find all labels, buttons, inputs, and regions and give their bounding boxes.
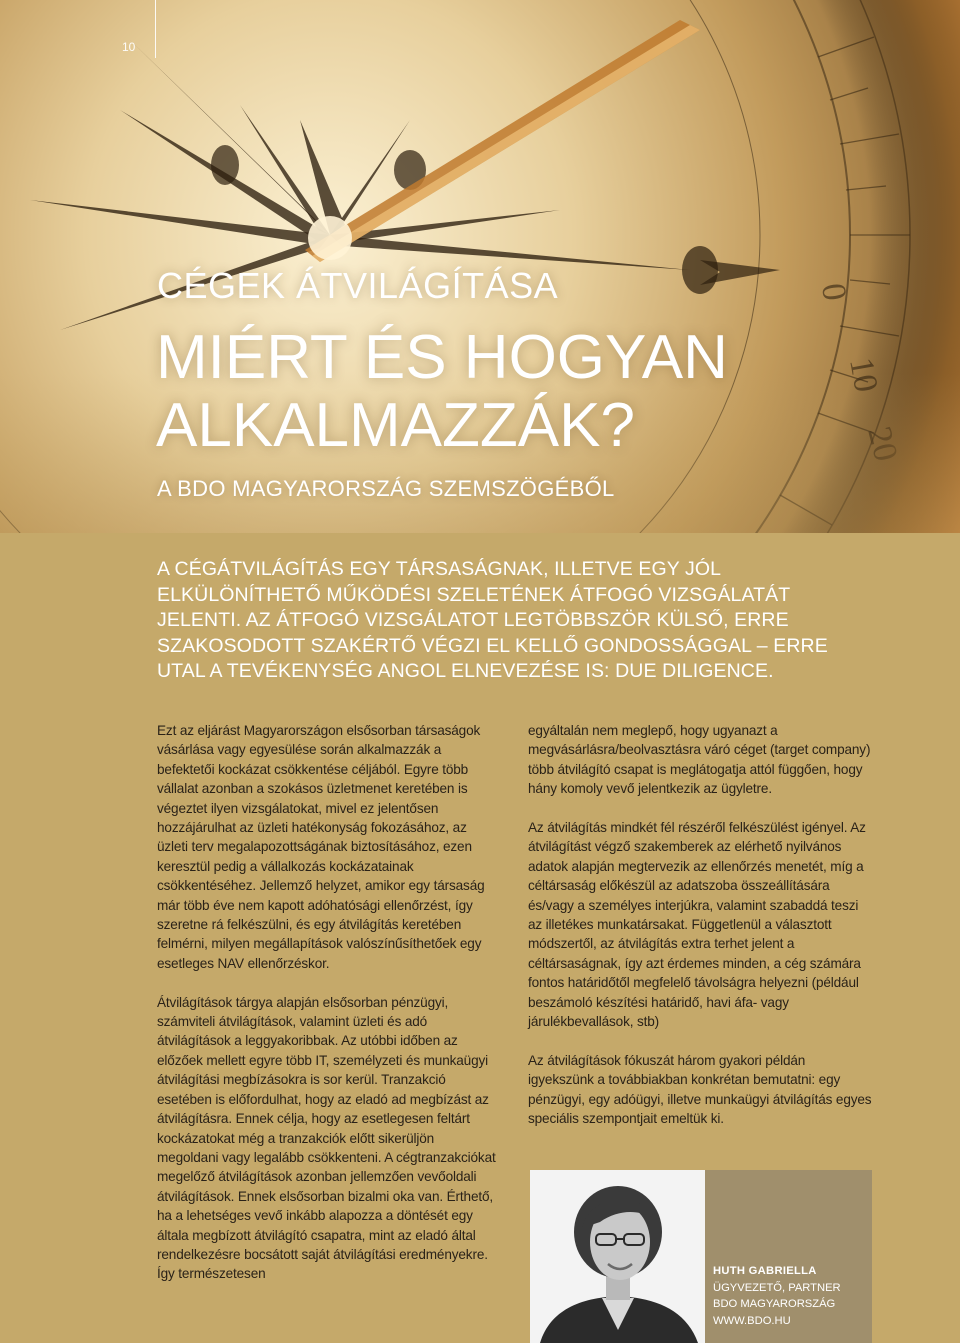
author-name: HUTH GABRIELLA [713, 1265, 817, 1277]
body-paragraph: egyáltalán nem meglepő, hogy ugyanazt a megvásárlásra/beolvasztásra váró céget (target company) több átvilágító csapat is meglátogatja attól függően, hogy hány komoly vevő jelentkezik az ügyletre. [528, 723, 871, 797]
header-divider [155, 0, 156, 58]
portrait-illustration [530, 1170, 705, 1343]
title-line-1: MIÉRT ÉS HOGYAN [156, 323, 728, 392]
title-line-2: ALKALMAZZÁK? [156, 391, 635, 460]
author-role: ÜGYVEZETŐ, PARTNER [713, 1281, 841, 1294]
body-paragraph: Átvilágítások tárgya alapján elsősorban pénzügyi, számviteli átvilágítások, valamint üzleti és adó átvilágítások a leggyakoribbak. Az utóbbi időben az előzőek mellett egyre több IT, személyzeti és munkaügyi átvilágítási megbízásokra is sor kerül. Tranzakció esetében is előfordulhat, hogy az eladó ad megbízást az átvilágításra. Ennek célja, hogy az esetlegesen feltárt kockázatokat még a tranzakciók előtt sikerüljön megoldani vagy legalább csökkenteni. A cégtranzakciókat megelőző átvilágítások azonban jellemzően vevőoldali átvilágítások. Ennek elsősorban bizalmi oka van. Érthető, ha a lehetséges vevő inkább alapozza a döntését egy általa megbízott átvilágító csapatra, mint az eladó által rendelkezésre bocsátott saját átvilágítási eredményekre. Így természetesen [157, 994, 496, 1282]
body-column-left [157, 721, 497, 1303]
author-info [713, 1263, 841, 1329]
author-photo [530, 1170, 705, 1343]
author-website[interactable]: WWW.BDO.HU [713, 1314, 791, 1327]
page-number: 10 [122, 40, 136, 54]
lead-paragraph: A CÉGÁTVILÁGÍTÁS EGY TÁRSASÁGNAK, ILLETVE EGY JÓL ELKÜLÖNÍTHETŐ MŰKÖDÉSI SZELETÉNEK ÁTFOGÓ VIZSGÁLATÁT JELENTI. AZ ÁTFOGÓ VIZSGÁLATOT LEGTÖBBSZÖR KÜLSŐ, ERRE SZAKOSODOTT SZAKÉRTŐ VÉGZI EL KELLŐ GONDOSSÁGGAL – ERRE UTAL A TEVÉKENYSÉG ANGOL ELNEVEZÉSE IS: DUE DILIGENCE. [157, 558, 828, 682]
section-kicker: CÉGEK ÁTVILÁGÍTÁSA [157, 265, 559, 306]
hero-image [0, 0, 960, 533]
body-column-right [528, 721, 873, 1148]
author-company: BDO MAGYARORSZÁG [713, 1298, 836, 1310]
page-subtitle: A BDO MAGYARORSZÁG SZEMSZÖGÉBŐL [157, 476, 615, 501]
body-paragraph: Az átvilágítás mindkét fél részéről felkészülést igényel. Az átvilágítást végző szakemberek az elérhető nyilvános adatok alapján megtervezik az ellenőrzés menetét, míg a céltársaság előkészül az adatszoba összeállítására és/vagy a személyes interjúkra, valamint szabaddá teszi az illetékes munkatársakat. Függetlenül a választott módszertől, az átvilágítás extra terhet jelent a céltársaságnak, így azt érdemes minden, a cég számára fontos határidőtől megfelelő távolságra helyezni (például beszámoló készítési határidő, havi áfa- vagy járulékbevallások, stb) [528, 820, 866, 1030]
author-box [530, 1170, 872, 1343]
body-paragraph: Ezt az eljárást Magyarországon elsősorban társaságok vásárlása vagy egyesülése során alkalmazzák a befektetői kockázat csökkentése céljából. Egyre több vállalat azonban a szokásos üzletmenet keretében is végeztet ilyen vizsgálatokat, mivel ez jelentősen hozzájárulhat az üzleti hatékonyság fokozásához, az üzleti terv megalapozottságának biztosításához, ezen keresztül pedig a vállalkozás kockázatainak csökkentéséhez. Jellemző helyzet, amikor egy társaság már több éve nem kapott adóhatósági ellenőrzést, így szeretne rá felkészülni, és egy átvilágítás keretében felmérni, milyen megállapítások valószínűsíthetőek egy esetleges NAV ellenőrzéskor. [157, 723, 485, 971]
body-paragraph: Az átvilágítások fókuszát három gyakori példán igyekszünk a továbbiakban konkrétan bemutatni: egy pénzügyi, egy adóügyi, illetve munkaügyi átvilágítás egyes speciális szempontjait emeltük ki. [528, 1052, 872, 1127]
page-title [156, 324, 728, 460]
